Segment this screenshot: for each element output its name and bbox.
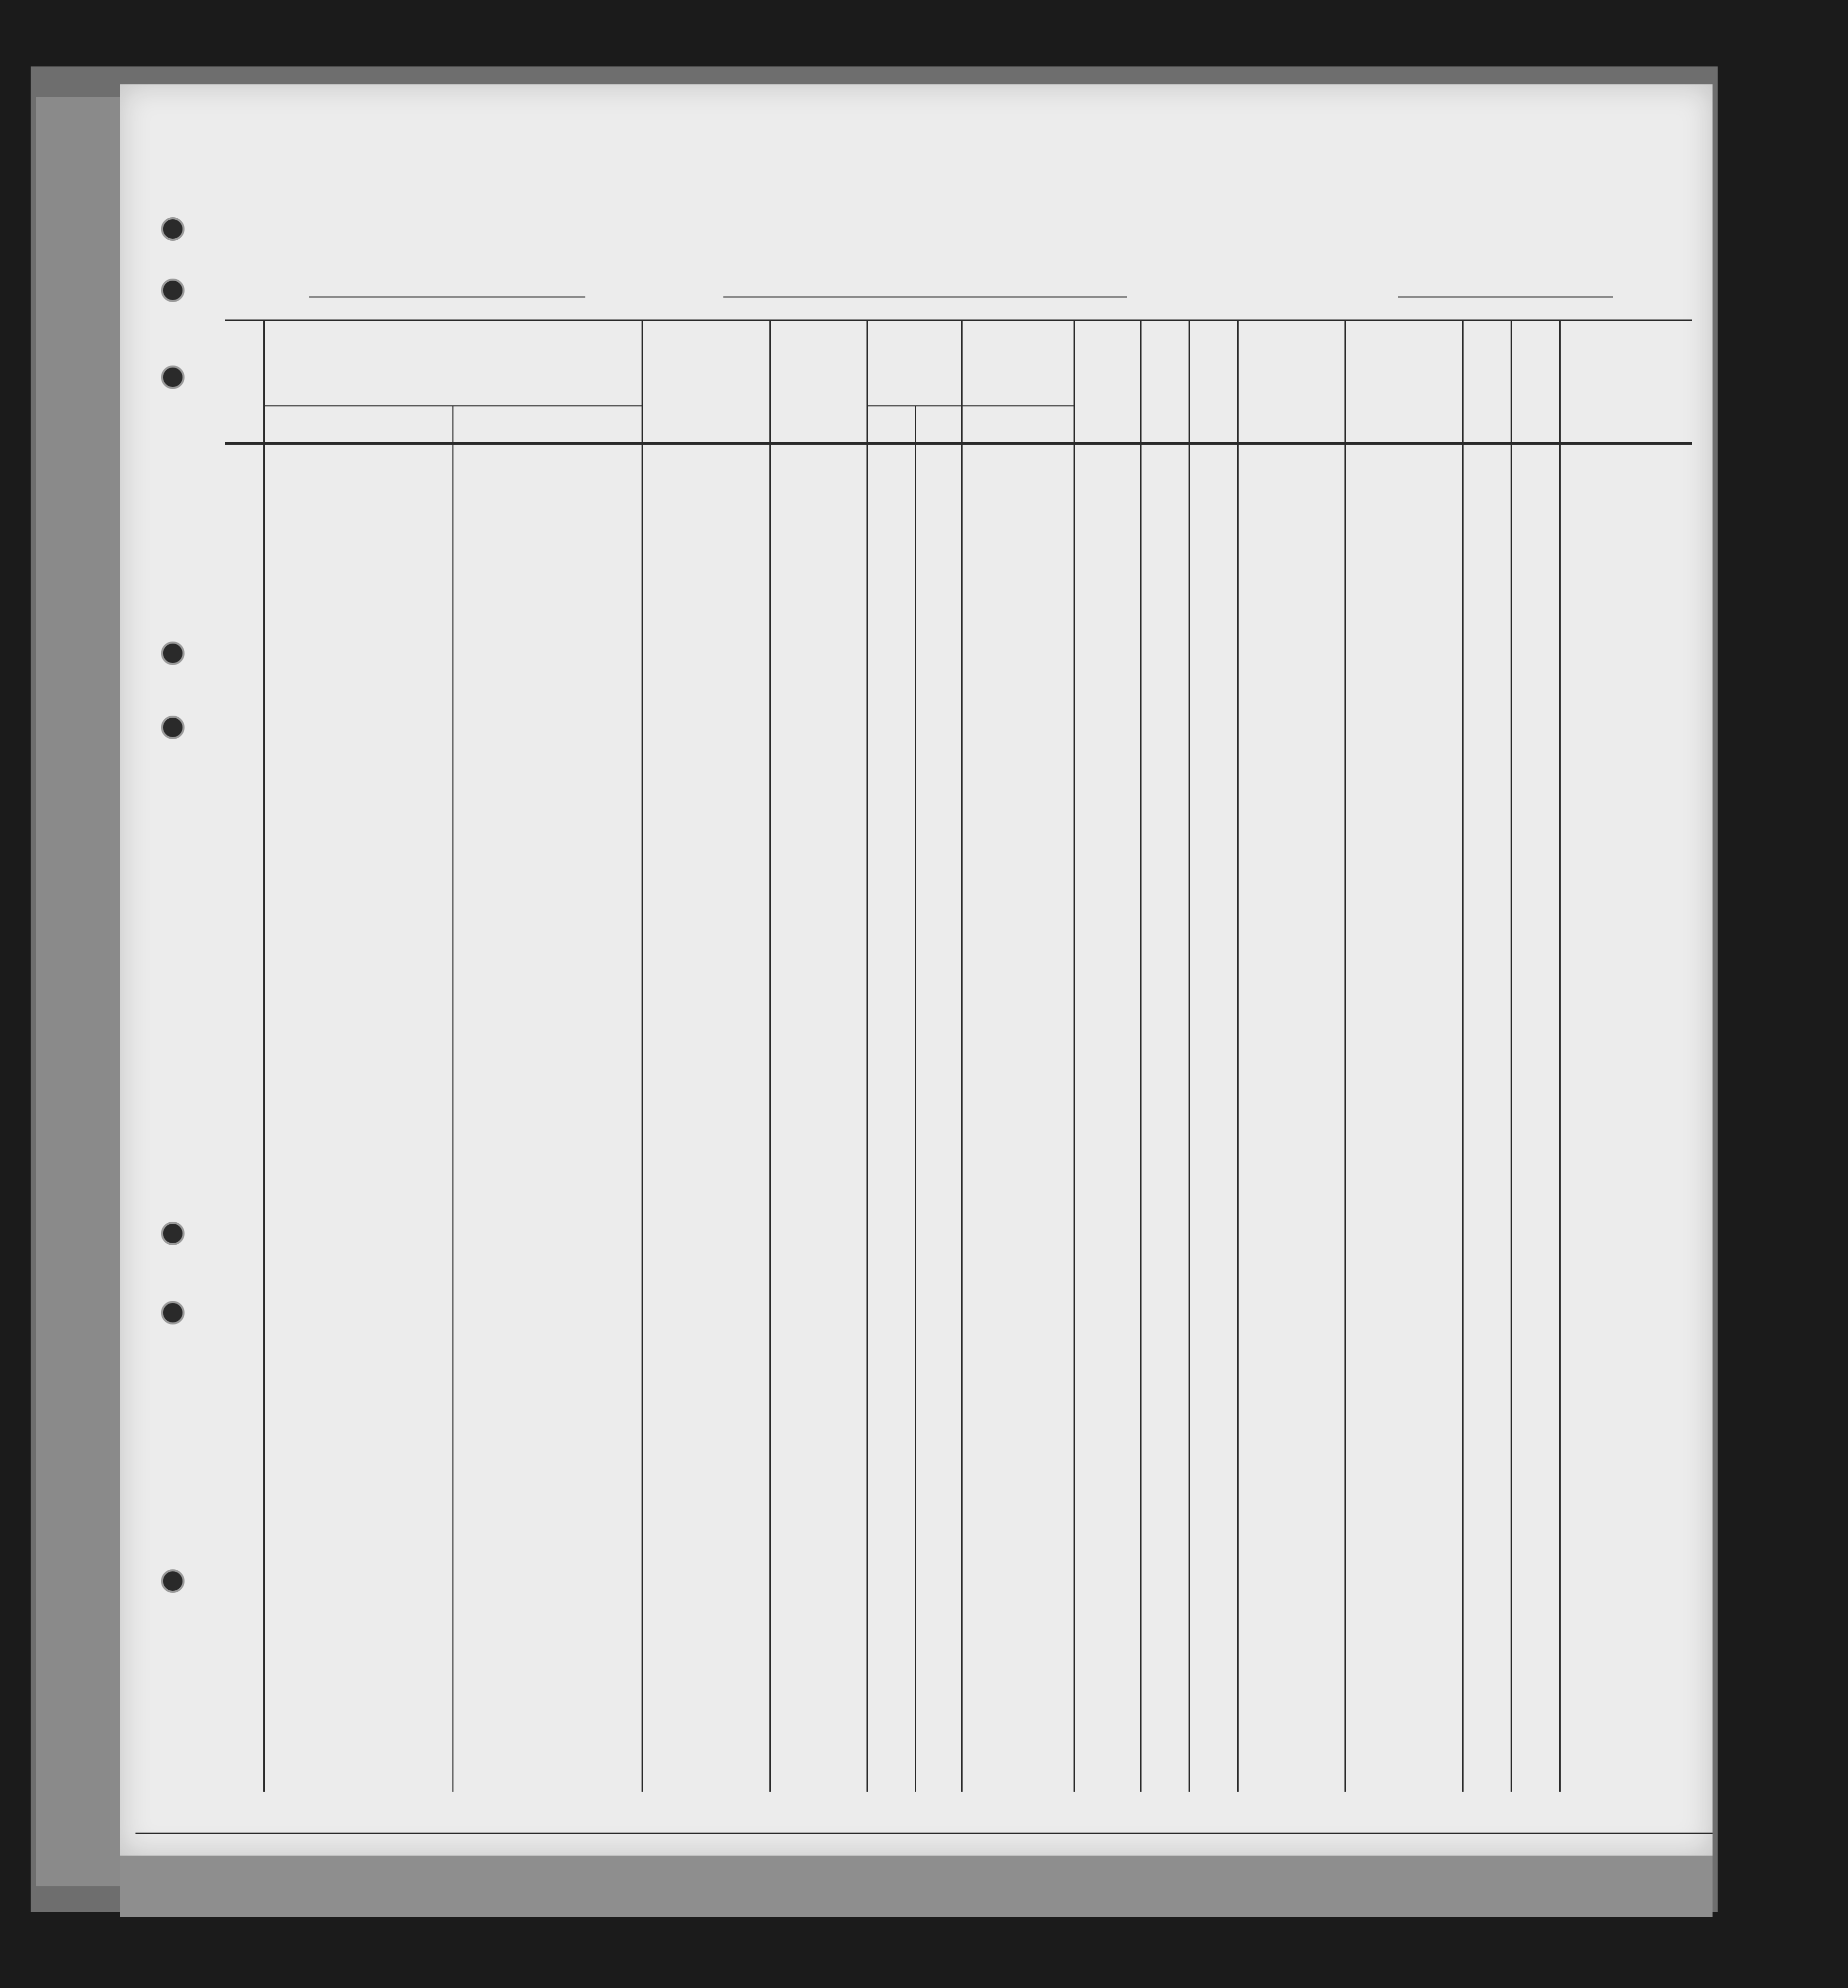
underlying-sheet-edge	[120, 1856, 1713, 1917]
punch-hole	[161, 1301, 185, 1324]
left-margin-underlying-page	[36, 97, 123, 1886]
punch-hole	[161, 279, 185, 302]
punch-hole	[161, 642, 185, 665]
punch-hole	[161, 1569, 185, 1593]
punch-hole	[161, 1222, 185, 1245]
punch-hole	[161, 365, 185, 389]
manifest-sheet	[120, 84, 1713, 1856]
punch-hole	[161, 716, 185, 739]
punch-hole	[161, 217, 185, 241]
